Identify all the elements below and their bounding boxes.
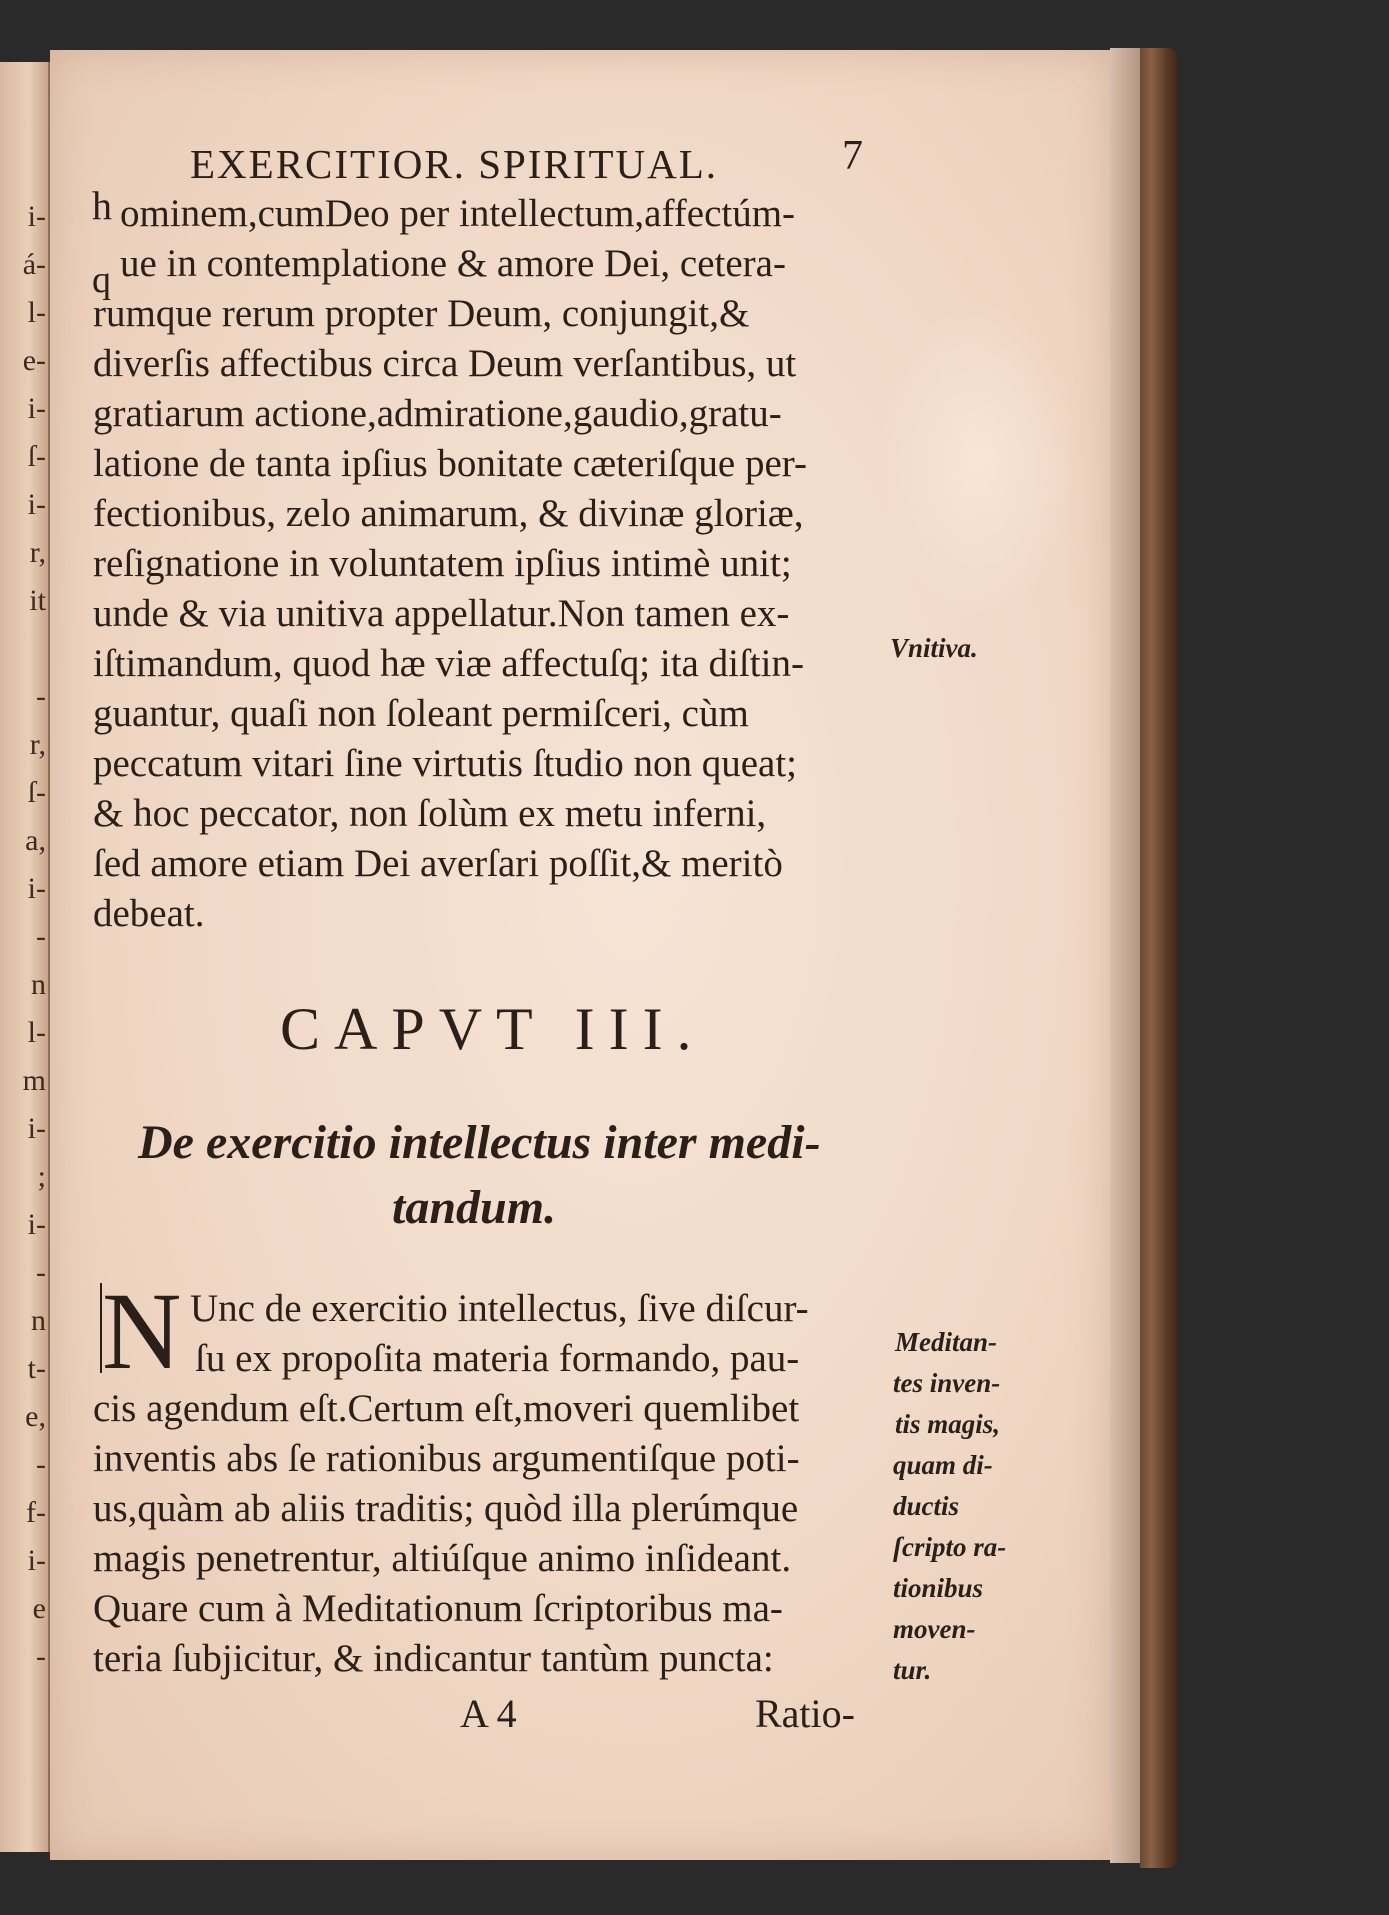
- left-margin-fragment: l-: [27, 1016, 46, 1049]
- chapter-title: CAPVT III.: [280, 996, 706, 1062]
- margin-note-line: Meditan-: [895, 1327, 998, 1357]
- left-margin-fragment: -: [36, 680, 46, 713]
- left-margin-fragment: f-: [26, 1496, 46, 1529]
- margin-note-unitiva: Vnitiva.: [890, 633, 978, 663]
- text-line: & hoc peccator, non ſolùm ex metu inferni,: [93, 792, 767, 835]
- margin-note-line: tis magis,: [895, 1409, 1001, 1439]
- left-margin-fragment: i-: [27, 392, 46, 425]
- text-line: ominem,cumDeo per intellectum,affectúm-: [120, 192, 796, 235]
- left-margin-fragment: ſ-: [27, 440, 46, 473]
- left-margin-fragment: l-: [27, 296, 46, 329]
- margin-note-line: tes inven-: [893, 1368, 1001, 1398]
- left-margin-fragment: i-: [27, 1112, 46, 1145]
- left-margin-fragment: ;: [37, 1160, 46, 1193]
- left-margin-fragment: n: [31, 968, 46, 1001]
- left-margin-fragment: -: [36, 1256, 46, 1289]
- left-margin-fragment: -: [36, 920, 46, 953]
- left-margin-fragment: t-: [27, 1352, 46, 1385]
- left-page-fragment: [0, 62, 50, 1852]
- page-number: 7: [842, 133, 863, 179]
- chapter-subtitle-line-1: De exercitio intellectus inter medi-: [138, 1116, 821, 1169]
- catchword: Ratio-: [755, 1691, 855, 1736]
- left-margin-fragment: it: [29, 584, 46, 617]
- text-line: peccatum vitari ſine virtutis ſtudio non queat;: [93, 742, 797, 785]
- text-line: ue in contemplatione & amore Dei, cetera-: [120, 242, 786, 285]
- text-line: reſignatione in voluntatem ipſius intimè unit;: [93, 542, 792, 585]
- margin-note-line: ſcripto ra-: [893, 1532, 1007, 1562]
- left-margin-fragment: -: [36, 1640, 46, 1673]
- text-line: rumque rerum propter Deum, conjungit,&: [93, 292, 750, 335]
- margin-note-line: tur.: [893, 1655, 932, 1685]
- left-margin-fragment: ſ-: [27, 776, 46, 809]
- left-margin-fragment: i-: [27, 488, 46, 521]
- text-line: us,quàm ab aliis traditis; quòd illa plerúmque: [93, 1487, 799, 1530]
- text-line: iſtimandum, quod hæ viæ affectuſq; ita diſtin-: [93, 642, 804, 685]
- left-margin-fragment: i-: [27, 1544, 46, 1577]
- margin-note-line: tionibus: [893, 1573, 984, 1603]
- drop-letter-q: q: [92, 259, 111, 301]
- left-margin-fragment: á-: [22, 248, 46, 281]
- text-line: debeat.: [93, 892, 205, 935]
- margin-note-line: ductis: [893, 1491, 960, 1521]
- left-margin-fragment: e-: [22, 344, 46, 377]
- text-line: Quare cum à Meditationum ſcriptoribus ma-: [93, 1587, 783, 1630]
- left-margin-fragment: e: [32, 1592, 46, 1625]
- left-margin-fragment: r,: [29, 536, 46, 569]
- drop-letter-n: N: [102, 1270, 182, 1392]
- margin-note-line: quam di-: [893, 1450, 993, 1480]
- left-margin-fragment: r,: [29, 728, 46, 761]
- text-line: latione de tanta ipſius bonitate cæteriſque per-: [93, 442, 807, 485]
- text-line: inventis abs ſe rationibus argumentiſque poti-: [93, 1437, 800, 1480]
- left-margin-fragment: i-: [27, 200, 46, 233]
- text-line: diverſis affectibus circa Deum verſantibus, ut: [93, 342, 797, 385]
- left-margin-fragment: n: [31, 1304, 46, 1337]
- chapter-subtitle-line-2: tandum.: [392, 1181, 557, 1234]
- text-line: ſed amore etiam Dei averſari poſſit,& meritò: [93, 842, 783, 885]
- drop-letter-h: h: [92, 183, 112, 228]
- left-margin-fragment: i-: [27, 872, 46, 905]
- left-margin-fragment: i-: [27, 1208, 46, 1241]
- text-line: cis agendum eſt.Certum eſt,moveri quemlibet: [93, 1387, 800, 1430]
- left-margin-fragment: m: [22, 1064, 46, 1097]
- text-line: magis penetrentur, altiúſque animo inſideant.: [93, 1537, 792, 1580]
- text-line: Unc de exercitio intellectus, ſive diſcur-: [190, 1287, 809, 1330]
- signature-mark: A 4: [460, 1691, 517, 1736]
- text-line: ſu ex propoſita materia formando, pau-: [195, 1337, 800, 1380]
- text-line: unde & via unitiva appellatur.Non tamen ex-: [93, 592, 790, 635]
- left-margin-fragment: a,: [25, 824, 46, 857]
- paper-stain: [880, 300, 1080, 620]
- margin-note-line: moven-: [893, 1614, 976, 1644]
- book-binding: [1140, 48, 1178, 1868]
- text-line: teria ſubjicitur, & indicantur tantùm puncta:: [93, 1637, 774, 1680]
- text-line: fectionibus, zelo animarum, & divinæ gloriæ,: [93, 492, 804, 535]
- text-line: gratiarum actione,admiratione,gaudio,gratu-: [93, 392, 782, 435]
- left-margin-fragment: e,: [25, 1400, 46, 1433]
- running-head: EXERCITIOR. SPIRITUAL.: [190, 141, 719, 187]
- left-margin-fragment: -: [36, 1448, 46, 1481]
- text-line: guantur, quaſi non ſoleant permiſceri, cùm: [93, 692, 749, 735]
